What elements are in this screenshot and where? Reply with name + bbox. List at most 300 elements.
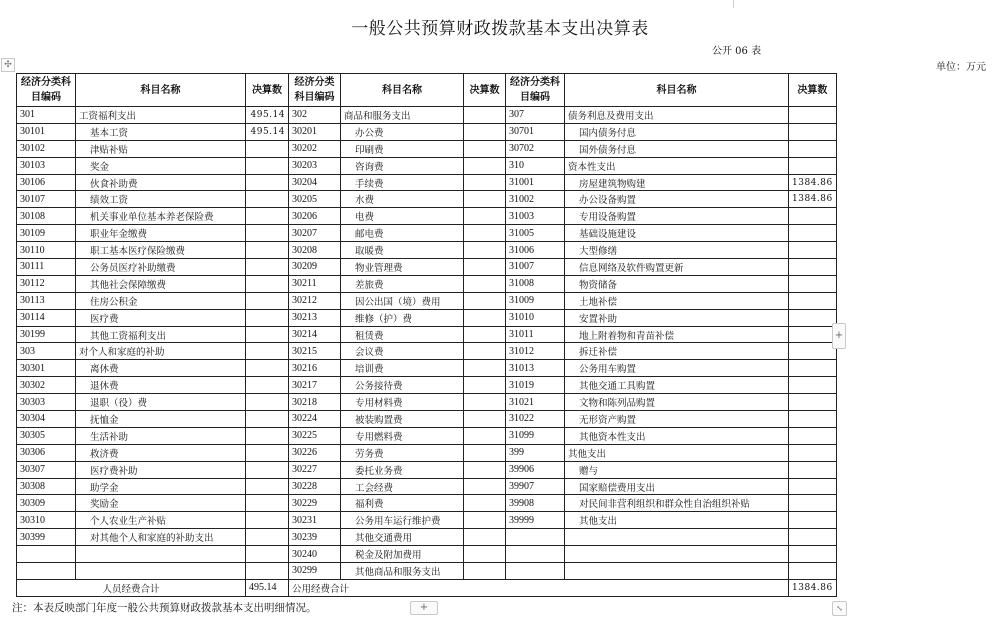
row-name: 奖金 (76, 157, 246, 174)
row-amount (246, 259, 289, 276)
row-code: 30304 (17, 411, 76, 428)
table-row (17, 478, 837, 495)
row-name: 对民间非营利组织和群众性自治组织补贴 (565, 495, 789, 512)
table-note: 注：本表反映部门年度一般公共预算财政拨款基本支出明细情况。 (12, 602, 317, 614)
row-name: 差旅费 (341, 275, 464, 292)
row-code: 30107 (17, 191, 76, 208)
row-code: 30101 (17, 123, 76, 140)
row-code: 30226 (289, 444, 341, 461)
row-code: 30114 (17, 309, 76, 326)
row-name: 职业年金缴费 (76, 225, 246, 242)
row-name: 信息网络及软件购置更新 (565, 259, 789, 276)
row-code: 30206 (289, 208, 341, 225)
row-code: 30303 (17, 394, 76, 411)
row-name: 救济费 (76, 444, 246, 461)
row-code: 30209 (289, 259, 341, 276)
row-name: 退休费 (76, 377, 246, 394)
header-name: 科目名称 (565, 74, 789, 107)
row-amount (789, 427, 837, 444)
row-amount (464, 394, 506, 411)
row-name: 基础设施建设 (565, 225, 789, 242)
row-code: 399 (506, 444, 565, 461)
row-amount (789, 495, 837, 512)
row-amount (464, 529, 506, 546)
row-name: 公务用车运行维护费 (341, 512, 464, 529)
row-name: 津贴补贴 (76, 140, 246, 157)
row-amount (464, 140, 506, 157)
row-amount (789, 123, 837, 140)
row-name: 劳务费 (341, 444, 464, 461)
row-name: 资本性支出 (565, 157, 789, 174)
row-code: 31001 (506, 174, 565, 191)
row-name: 对其他个人和家庭的补助支出 (76, 529, 246, 546)
row-name: 租赁费 (341, 326, 464, 343)
table-row (17, 140, 837, 157)
table-row (17, 444, 837, 461)
row-name (565, 529, 789, 546)
table-row (17, 394, 837, 411)
row-amount (789, 140, 837, 157)
row-name: 税金及附加费用 (341, 546, 464, 563)
row-code: 31019 (506, 377, 565, 394)
row-name: 电费 (341, 208, 464, 225)
table-row (17, 563, 837, 580)
row-code: 30106 (17, 174, 76, 191)
row-amount (789, 394, 837, 411)
row-code: 30203 (289, 157, 341, 174)
row-name: 对个人和家庭的补助 (76, 343, 246, 360)
unit-label: 单位：万元 (936, 62, 986, 73)
row-amount (789, 360, 837, 377)
row-code: 301 (17, 107, 76, 124)
row-amount (246, 225, 289, 242)
row-amount (246, 292, 289, 309)
row-code: 303 (17, 343, 76, 360)
row-amount (246, 157, 289, 174)
row-amount (246, 191, 289, 208)
row-amount (464, 107, 506, 124)
row-amount (246, 377, 289, 394)
personnel-total-label: 人员经费合计 (17, 579, 246, 596)
row-name: 专用材料费 (341, 394, 464, 411)
row-name (565, 563, 789, 580)
row-amount (246, 309, 289, 326)
row-amount (246, 242, 289, 259)
row-amount (464, 360, 506, 377)
row-code (506, 563, 565, 580)
row-amount (464, 461, 506, 478)
row-code: 310 (506, 157, 565, 174)
table-row (17, 191, 837, 208)
table-row (17, 360, 837, 377)
row-name: 奖励金 (76, 495, 246, 512)
row-name: 印刷费 (341, 140, 464, 157)
row-name: 其他商品和服务支出 (341, 563, 464, 580)
row-name: 个人农业生产补贴 (76, 512, 246, 529)
row-amount (246, 326, 289, 343)
table-row (17, 157, 837, 174)
row-name: 其他工资福利支出 (76, 326, 246, 343)
row-code: 31008 (506, 275, 565, 292)
add-column-button[interactable]: + (832, 323, 846, 349)
row-name: 伙食补助费 (76, 174, 246, 191)
row-amount (789, 411, 837, 428)
row-name: 拆迁补偿 (565, 343, 789, 360)
row-code: 30307 (17, 461, 76, 478)
row-code: 30308 (17, 478, 76, 495)
row-code: 31003 (506, 208, 565, 225)
table-row (17, 225, 837, 242)
table-row (17, 427, 837, 444)
row-name (76, 546, 246, 563)
row-amount (246, 427, 289, 444)
row-amount (789, 546, 837, 563)
table-row (17, 343, 837, 360)
row-amount (789, 157, 837, 174)
row-name: 机关事业单位基本养老保险费 (76, 208, 246, 225)
row-code: 31006 (506, 242, 565, 259)
row-name: 安置补助 (565, 309, 789, 326)
row-amount (246, 495, 289, 512)
row-code: 39907 (506, 478, 565, 495)
table-row (17, 275, 837, 292)
row-code: 39999 (506, 512, 565, 529)
row-amount: 1384.86 (789, 174, 837, 191)
row-code: 30301 (17, 360, 76, 377)
row-code: 31011 (506, 326, 565, 343)
document-title: 一般公共预算财政拨款基本支出决算表 (351, 19, 649, 39)
row-amount (789, 107, 837, 124)
row-name: 退职（役）费 (76, 394, 246, 411)
row-name: 维修（护）费 (341, 309, 464, 326)
row-name: 公务员医疗补助缴费 (76, 259, 246, 276)
row-code: 30208 (289, 242, 341, 259)
row-amount (464, 377, 506, 394)
row-code: 30216 (289, 360, 341, 377)
row-amount (246, 360, 289, 377)
row-name: 其他支出 (565, 444, 789, 461)
row-name: 委托业务费 (341, 461, 464, 478)
row-name: 因公出国（境）费用 (341, 292, 464, 309)
row-amount (789, 444, 837, 461)
table-row (17, 461, 837, 478)
row-name: 邮电费 (341, 225, 464, 242)
row-code: 30211 (289, 275, 341, 292)
row-amount (789, 343, 837, 360)
row-code: 30231 (289, 512, 341, 529)
row-amount (464, 225, 506, 242)
row-amount (464, 174, 506, 191)
row-amount (246, 546, 289, 563)
row-code: 30207 (289, 225, 341, 242)
row-code: 30202 (289, 140, 341, 157)
row-amount (464, 495, 506, 512)
row-code (506, 529, 565, 546)
row-code: 30309 (17, 495, 76, 512)
row-name: 办公设备购置 (565, 191, 789, 208)
row-amount (464, 242, 506, 259)
row-amount (789, 326, 837, 343)
row-name: 房屋建筑物购建 (565, 174, 789, 191)
row-name: 取暖费 (341, 242, 464, 259)
row-code: 30108 (17, 208, 76, 225)
row-code: 30199 (17, 326, 76, 343)
row-code: 30239 (289, 529, 341, 546)
row-name: 抚恤金 (76, 411, 246, 428)
row-name: 医疗费 (76, 309, 246, 326)
row-name: 文物和陈列品购置 (565, 394, 789, 411)
row-amount (246, 394, 289, 411)
row-code: 31013 (506, 360, 565, 377)
row-name: 离休费 (76, 360, 246, 377)
row-amount (789, 377, 837, 394)
row-code: 30305 (17, 427, 76, 444)
row-amount (246, 208, 289, 225)
row-name: 水费 (341, 191, 464, 208)
table-row (17, 377, 837, 394)
row-name: 公务接待费 (341, 377, 464, 394)
row-name: 公务用车购置 (565, 360, 789, 377)
page-edge-guide (733, 0, 734, 8)
row-amount (789, 309, 837, 326)
row-code: 30306 (17, 444, 76, 461)
row-name: 生活补助 (76, 427, 246, 444)
row-code: 30701 (506, 123, 565, 140)
row-amount (789, 259, 837, 276)
row-code: 30201 (289, 123, 341, 140)
header-code: 经济分类科目编码 (17, 74, 76, 107)
row-amount (464, 411, 506, 428)
row-name: 咨询费 (341, 157, 464, 174)
row-amount (464, 123, 506, 140)
row-name: 手续费 (341, 174, 464, 191)
table-row (17, 123, 837, 140)
row-code: 39908 (506, 495, 565, 512)
personnel-total-amount: 495.14 (246, 579, 289, 596)
row-amount (464, 191, 506, 208)
table-row (17, 495, 837, 512)
row-name: 其他交通费用 (341, 529, 464, 546)
row-name: 赠与 (565, 461, 789, 478)
row-name: 物业管理费 (341, 259, 464, 276)
row-code: 30702 (506, 140, 565, 157)
row-name: 被装购置费 (341, 411, 464, 428)
table-row (17, 529, 837, 546)
row-name: 债务利息及费用支出 (565, 107, 789, 124)
row-code: 30225 (289, 427, 341, 444)
table-row (17, 107, 837, 124)
row-code: 30310 (17, 512, 76, 529)
header-code: 经济分类科目编码 (289, 74, 341, 107)
row-amount (464, 546, 506, 563)
table-row (17, 259, 837, 276)
row-name: 会议费 (341, 343, 464, 360)
table-move-handle-icon[interactable]: ✣ (1, 58, 15, 72)
row-amount (789, 208, 837, 225)
row-amount (246, 563, 289, 580)
row-amount (789, 563, 837, 580)
row-amount (464, 275, 506, 292)
row-amount (789, 242, 837, 259)
row-amount: 495.14 (246, 123, 289, 140)
row-name: 工资福利支出 (76, 107, 246, 124)
row-name: 无形资产购置 (565, 411, 789, 428)
row-code: 30111 (17, 259, 76, 276)
row-amount (246, 140, 289, 157)
row-amount (789, 478, 837, 495)
row-amount (246, 478, 289, 495)
row-code: 31022 (506, 411, 565, 428)
header-code: 经济分类科目编码 (506, 74, 565, 107)
row-name: 其他社会保障缴费 (76, 275, 246, 292)
row-name: 福利费 (341, 495, 464, 512)
row-name: 其他交通工具购置 (565, 377, 789, 394)
row-amount (789, 292, 837, 309)
row-amount (246, 343, 289, 360)
header-name: 科目名称 (341, 74, 464, 107)
public-total-label: 公用经费合计 (289, 579, 789, 596)
row-code: 31009 (506, 292, 565, 309)
row-code: 31012 (506, 343, 565, 360)
row-code: 30224 (289, 411, 341, 428)
row-amount (464, 512, 506, 529)
row-name (565, 546, 789, 563)
row-code: 31002 (506, 191, 565, 208)
row-code: 30113 (17, 292, 76, 309)
row-code: 30302 (17, 377, 76, 394)
row-name: 绩效工资 (76, 191, 246, 208)
row-amount (464, 427, 506, 444)
row-amount (464, 563, 506, 580)
row-code: 30103 (17, 157, 76, 174)
row-amount (246, 411, 289, 428)
expenditure-table (16, 73, 837, 597)
row-code: 30110 (17, 242, 76, 259)
row-code: 30240 (289, 546, 341, 563)
row-code: 39906 (506, 461, 565, 478)
table-row (17, 326, 837, 343)
row-amount (464, 292, 506, 309)
row-code: 30228 (289, 478, 341, 495)
form-number: 公开 06 表 (712, 46, 762, 57)
row-amount: 1384.86 (789, 191, 837, 208)
row-code: 30204 (289, 174, 341, 191)
row-code: 307 (506, 107, 565, 124)
table-header-row (17, 74, 837, 107)
row-amount (464, 343, 506, 360)
row-code: 31007 (506, 259, 565, 276)
row-name: 专用燃料费 (341, 427, 464, 444)
row-amount (464, 478, 506, 495)
row-name: 国家赔偿费用支出 (565, 478, 789, 495)
row-code: 31010 (506, 309, 565, 326)
header-amount: 决算数 (789, 74, 837, 107)
row-amount (464, 259, 506, 276)
row-amount (789, 275, 837, 292)
row-name: 其他支出 (565, 512, 789, 529)
row-amount (789, 529, 837, 546)
row-name: 培训费 (341, 360, 464, 377)
row-code (17, 546, 76, 563)
row-code: 31005 (506, 225, 565, 242)
row-code (17, 563, 76, 580)
row-amount (789, 461, 837, 478)
row-code: 30218 (289, 394, 341, 411)
public-total-amount: 1384.86 (789, 579, 837, 596)
row-code: 31099 (506, 427, 565, 444)
row-name: 基本工资 (76, 123, 246, 140)
row-code: 31021 (506, 394, 565, 411)
table-row (17, 208, 837, 225)
row-amount (464, 309, 506, 326)
table-row (17, 292, 837, 309)
table-row (17, 411, 837, 428)
table-row (17, 512, 837, 529)
totals-row (17, 579, 837, 596)
row-amount (246, 512, 289, 529)
row-name: 土地补偿 (565, 292, 789, 309)
table-row (17, 242, 837, 259)
row-amount: 495.14 (246, 107, 289, 124)
row-amount (246, 529, 289, 546)
header-amount: 决算数 (464, 74, 506, 107)
row-name: 医疗费补助 (76, 461, 246, 478)
row-code: 30109 (17, 225, 76, 242)
row-code: 30212 (289, 292, 341, 309)
row-name: 国外债务付息 (565, 140, 789, 157)
row-code: 30102 (17, 140, 76, 157)
row-amount (464, 444, 506, 461)
row-name: 工会经费 (341, 478, 464, 495)
header-name: 科目名称 (76, 74, 246, 107)
add-row-button[interactable]: + (410, 601, 438, 615)
row-amount (789, 512, 837, 529)
row-code: 30229 (289, 495, 341, 512)
row-code: 30214 (289, 326, 341, 343)
row-code: 30215 (289, 343, 341, 360)
row-code: 30299 (289, 563, 341, 580)
row-name: 其他资本性支出 (565, 427, 789, 444)
row-code: 30217 (289, 377, 341, 394)
row-amount (464, 326, 506, 343)
row-code: 30213 (289, 309, 341, 326)
row-name (76, 563, 246, 580)
row-name: 专用设备购置 (565, 208, 789, 225)
row-code: 30227 (289, 461, 341, 478)
table-resize-handle-icon[interactable]: ⤡ (832, 601, 847, 616)
row-code: 302 (289, 107, 341, 124)
row-name: 住房公积金 (76, 292, 246, 309)
row-name: 助学金 (76, 478, 246, 495)
header-amount: 决算数 (246, 74, 289, 107)
row-amount (464, 157, 506, 174)
row-amount (246, 461, 289, 478)
row-name: 物资储备 (565, 275, 789, 292)
table-row (17, 174, 837, 191)
row-name: 大型修缮 (565, 242, 789, 259)
row-name: 办公费 (341, 123, 464, 140)
row-name: 商品和服务支出 (341, 107, 464, 124)
row-amount (246, 444, 289, 461)
row-code: 30112 (17, 275, 76, 292)
table-row (17, 546, 837, 563)
row-amount (789, 225, 837, 242)
row-code (506, 546, 565, 563)
row-name: 国内债务付息 (565, 123, 789, 140)
row-code: 30205 (289, 191, 341, 208)
row-amount (246, 275, 289, 292)
row-amount (464, 208, 506, 225)
